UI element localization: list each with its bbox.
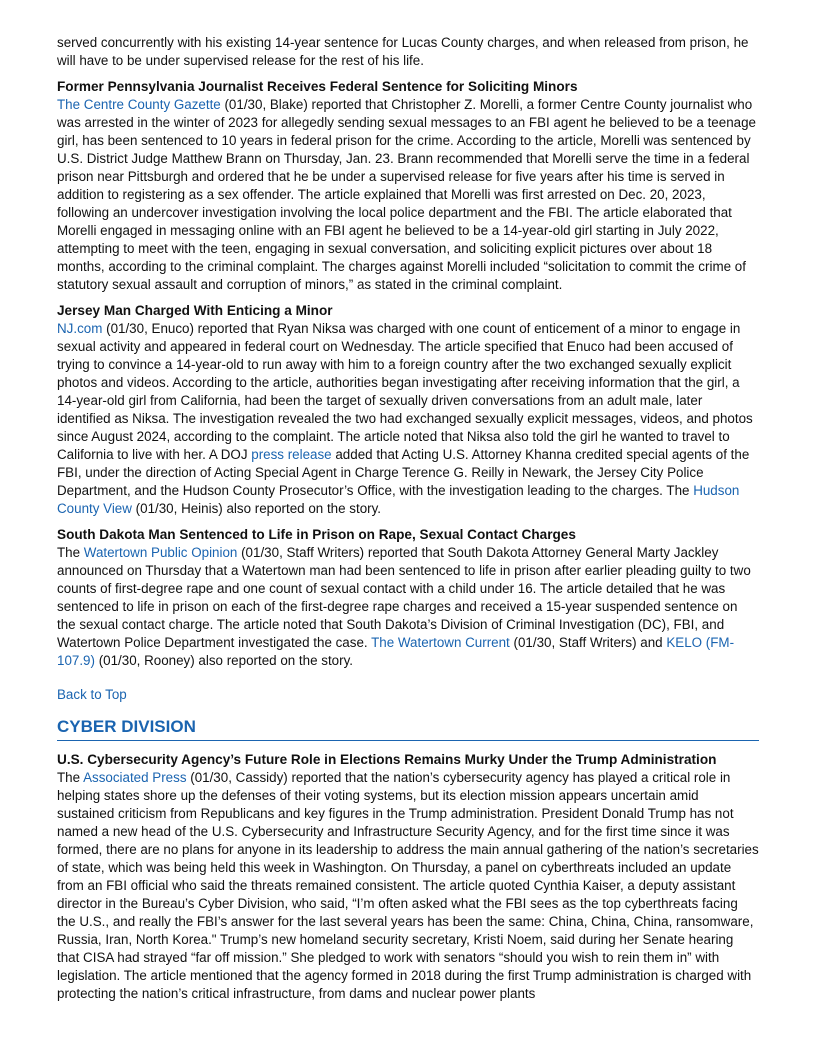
source-link-watertown-current[interactable]: The Watertown Current xyxy=(371,635,510,650)
article-headline: South Dakota Man Sentenced to Life in Prison on Rape, Sexual Contact Charges xyxy=(57,527,576,542)
article-body xyxy=(57,96,759,294)
article-text: (01/30, Heinis) also reported on the story. xyxy=(131,501,382,516)
intro-paragraph: served concurrently with his existing 14-year sentence for Lucas County charges, and when released from prison, he will have to be under supervised release for the rest of his life. xyxy=(57,35,749,68)
article-headline: Former Pennsylvania Journalist Receives Federal Sentence for Soliciting Minors xyxy=(57,79,578,94)
article-cisa xyxy=(57,751,759,1003)
article-body xyxy=(57,769,759,1003)
article-south-dakota xyxy=(57,526,759,670)
article-morelli xyxy=(57,78,759,294)
back-to-top-link[interactable]: Back to Top xyxy=(57,687,127,702)
source-link-kelo[interactable]: KELO (FM-107.9) xyxy=(57,635,735,668)
source-link-hudson-county-view[interactable]: Hudson County View xyxy=(57,483,740,516)
article-headline: U.S. Cybersecurity Agency’s Future Role in Elections Remains Murky Under the Trump Administration xyxy=(57,752,717,767)
article-text: (01/30, Blake) reported that Christopher Z. Morelli, a former Centre County journalist who was arrested in the winter of 2023 for allegedly sending sexual messages to an FBI agent he believed to be a teenage girl, has been sentenced to 10 years in federal prison for the crime. According to the article, Morelli was sentenced by U.S. District Judge Matthew Brann on Thursday, Jan. 23. Brann recommended that Morelli serve the time in a federal prison near Pittsburgh and ordered that he be under a supervised release for five years after his time is served in addition to registering as a sex offender. The article explained that Morelli was first arrested on Dec. 20, 2023, following an undercover investigation involving the local police department and the FBI. The article elaborated that Morelli engaged in messaging online with an FBI agent he believed to be a 14-year-old girl starting in July 2022, attempting to meet with the teen, engaging in sexual conversation, and soliciting explicit pictures over about 18 months, according to the criminal complaint. The charges against Morelli included “solicitation to commit the crime of statutory sexual assault and corruption of minors,” as stated in the criminal complaint. xyxy=(57,97,756,292)
article-body xyxy=(57,320,759,518)
source-link-press-release[interactable]: press release xyxy=(251,447,332,462)
source-link-watertown-public-opinion[interactable]: Watertown Public Opinion xyxy=(83,545,238,560)
article-text: (01/30, Staff Writers) and xyxy=(509,635,667,650)
article-body xyxy=(57,544,759,670)
article-text: The xyxy=(57,545,84,560)
article-text: (01/30, Enuco) reported that Ryan Niksa was charged with one count of enticement of a minor to engage in sexual activity and appeared in federal court on Wednesday. The article specified that Enuco had been accused of trying to convince a 14-year-old to run away with him to a foreign country after the two exchanged sexually explicit photos and videos. According to the article, authorities began investigating after receiving information that the girl, a 14-year-old girl from California, had been the target of sexually driven conversations from an adult male, later identified as Niksa. The investigation revealed the two had exchanged sexually explicit messages, videos, and photos since August 2024, according to the complaint. The article noted that Niksa also told the girl he wanted to travel to California to live with her. A DOJ xyxy=(57,321,753,462)
article-text: (01/30, Staff Writers) reported that South Dakota Attorney General Marty Jackley announced on Thursday that a Watertown man had been sentenced to life in prison after earlier pleading guilty to two counts of first-degree rape and one count of sexual contact with a child under 16. The article detailed that he was sentenced to life in prison on each of the first-degree rape charges and received a 15-year suspended sentence on the sexual contact charge. The article noted that South Dakota’s Division of Criminal Investigation (DC), FBI, and Watertown Police Department investigated the case. xyxy=(57,545,751,650)
source-link-centre-county-gazette[interactable]: The Centre County Gazette xyxy=(57,97,221,112)
article-text: The xyxy=(57,770,84,785)
article-text: (01/30, Cassidy) reported that the nation’s cybersecurity agency has played a critical role in helping states shore up the defenses of their voting systems, but its election mission appears uncertain amid sustained criticism from Republicans and key figures in the Trump administration. President Donald Trump has not named a new head of the U.S. Cybersecurity and Infrastructure Security Agency, and for the first time since it was formed, there are no plans for anyone in its leadership to address the main annual gathering of the nation’s secretaries of state, which was being held this week in Washington. On Thursday, a panel on cyberthreats included an update from an FBI official who said the threats remained consistent. The article quoted Cynthia Kaiser, a deputy assistant director in the Bureau’s Cyber Division, who said, “I’m often asked what the FBI sees as the top cyberthreats facing the U.S., and really the FBI’s answer for the last several years has been the same: China, China, China, ransomware, Russia, Iran, North Korea." Trump’s new homeland security secretary, Kristi Noem, said during her Senate hearing that CISA had strayed “far off mission.” She pledged to work with senators “should you wish to rein them in” with legislation. The article mentioned that the agency formed in 2018 during the first Trump administration is charged with protecting the nation’s critical infrastructure, from dams and nuclear power plants xyxy=(57,770,759,1001)
source-link-associated-press[interactable]: Associated Press xyxy=(83,770,187,785)
source-link-nj-com[interactable]: NJ.com xyxy=(57,321,103,336)
article-niksa xyxy=(57,302,759,518)
article-text: (01/30, Rooney) also reported on the story. xyxy=(94,653,354,668)
article-headline: Jersey Man Charged With Enticing a Minor xyxy=(57,303,333,318)
article-text: added that Acting U.S. Attorney Khanna credited special agents of the FBI, under the direction of Acting Special Agent in Charge Terence G. Reilly in Newark, the Jersey City Police Department, and the Hudson County Prosecutor’s Office, with the investigation leading to the charges. The xyxy=(57,447,750,498)
section-title: CYBER DIVISION xyxy=(57,716,759,741)
